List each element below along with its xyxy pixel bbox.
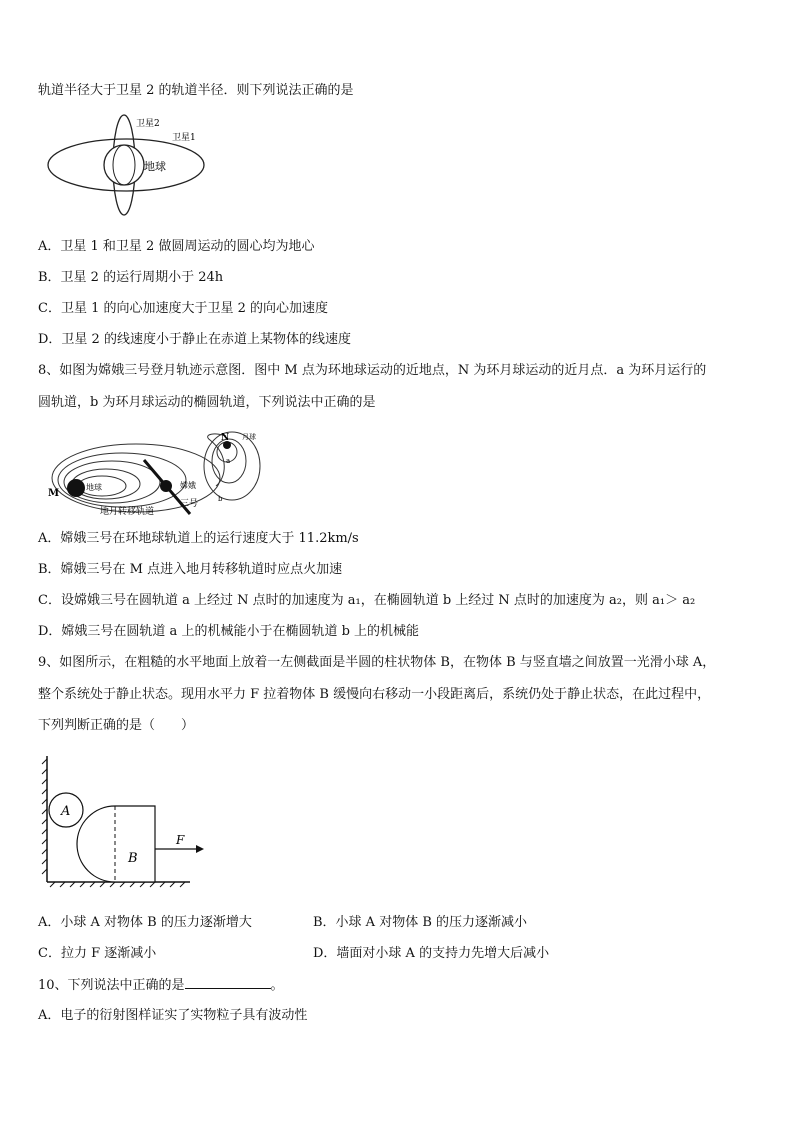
q10-stem-suffix: 。 [270, 978, 284, 993]
q7-option-a: A．卫星 1 和卫星 2 做圆周运动的圆心均为地心 [38, 239, 315, 254]
earth-label: 地球 [144, 160, 166, 173]
orbit-b-label: b [218, 495, 223, 503]
q9-stem-line2: 整个系统处于静止状态。现用水平力 F 拉着物体 B 缓慢向右移动一小段距离后，系统仍处于静止状态，在此过程中， [38, 687, 711, 702]
q7-figure-satellite-orbits [40, 110, 230, 220]
change-label-1: 嫦娥 [180, 481, 196, 490]
q10-stem [38, 976, 764, 995]
q8-stem-line2: 圆轨道，b 为环月球运动的椭圆轨道，下列说法中正确的是 [38, 395, 376, 410]
q8-stem-line1: 8、如图为嫦娥三号登月轨迹示意图．图中 M 点为环地球运动的近地点，N 为环月球运动的近月点．a 为环月运行的 [38, 363, 707, 378]
q8-figure-chang-e-trajectory [40, 428, 280, 520]
q9-stem-line1: 9、如图所示，在粗糙的水平地面上放着一左侧截面是半圆的柱状物体 B，在物体 B 与竖直墙之间放置一光滑小球 A， [38, 655, 716, 670]
q10-answer-blank[interactable] [185, 976, 271, 989]
q9-option-a: A．小球 A 对物体 B 的压力逐渐增大 [38, 915, 252, 930]
block-b-label: B [128, 851, 138, 866]
q9-option-b: B．小球 A 对物体 B 的压力逐渐减小 [313, 915, 528, 930]
ball-a-label: A [61, 804, 71, 819]
q8-option-d: D．嫦娥三号在圆轨道 a 上的机械能小于在椭圆轨道 b 上的机械能 [38, 624, 420, 639]
earth-dot [67, 479, 85, 497]
q9-stem-line3: 下列判断正确的是（ ） [38, 718, 195, 733]
q9-option-d: D．墙面对小球 A 的支持力先增大后减小 [313, 946, 550, 961]
transfer-orbit-label: 地月转移轨道 [100, 507, 155, 517]
satellite-1-label: 卫星1 [172, 133, 196, 143]
change-label-2: 三号 [180, 499, 199, 509]
q9-figure-ball-and-block [40, 752, 210, 890]
block-b [77, 806, 155, 882]
q10-option-a: A．电子的衍射图样证实了实物粒子具有波动性 [38, 1008, 308, 1023]
q10-stem-prefix: 10、下列说法中正确的是 [38, 978, 185, 993]
earth-label: 地球 [86, 483, 102, 492]
q9-option-c: C．拉力 F 逐渐减小 [38, 946, 157, 961]
force-f-label: F [176, 833, 185, 847]
satellite-2-label: 卫星2 [136, 119, 160, 129]
q8-option-a: A．嫦娥三号在环地球轨道上的运行速度大于 11.2km/s [38, 531, 359, 546]
q8-option-c: C．设嫦娥三号在圆轨道 a 上经过 N 点时的加速度为 a₁，在椭圆轨道 b 上经过 N 点时的加速度为 a₂，则 a₁＞ a₂ [38, 593, 696, 608]
point-n-label: N [221, 433, 230, 443]
q7-stem: 轨道半径大于卫星 2 的轨道半径．则下列说法正确的是 [38, 83, 354, 98]
q7-option-d: D．卫星 2 的线速度小于静止在赤道上某物体的线速度 [38, 332, 351, 347]
moon-label: 月球 [242, 433, 256, 441]
probe-body [160, 480, 172, 492]
point-m-label: M [48, 488, 60, 499]
q7-option-b: B．卫星 2 的运行周期小于 24h [38, 270, 224, 285]
orbit-a-label: a [226, 457, 231, 465]
q8-option-b: B．嫦娥三号在 M 点进入地月转移轨道时应点火加速 [38, 562, 343, 577]
q7-option-c: C．卫星 1 的向心加速度大于卫星 2 的向心加速度 [38, 301, 329, 316]
earth-circle [104, 145, 144, 185]
